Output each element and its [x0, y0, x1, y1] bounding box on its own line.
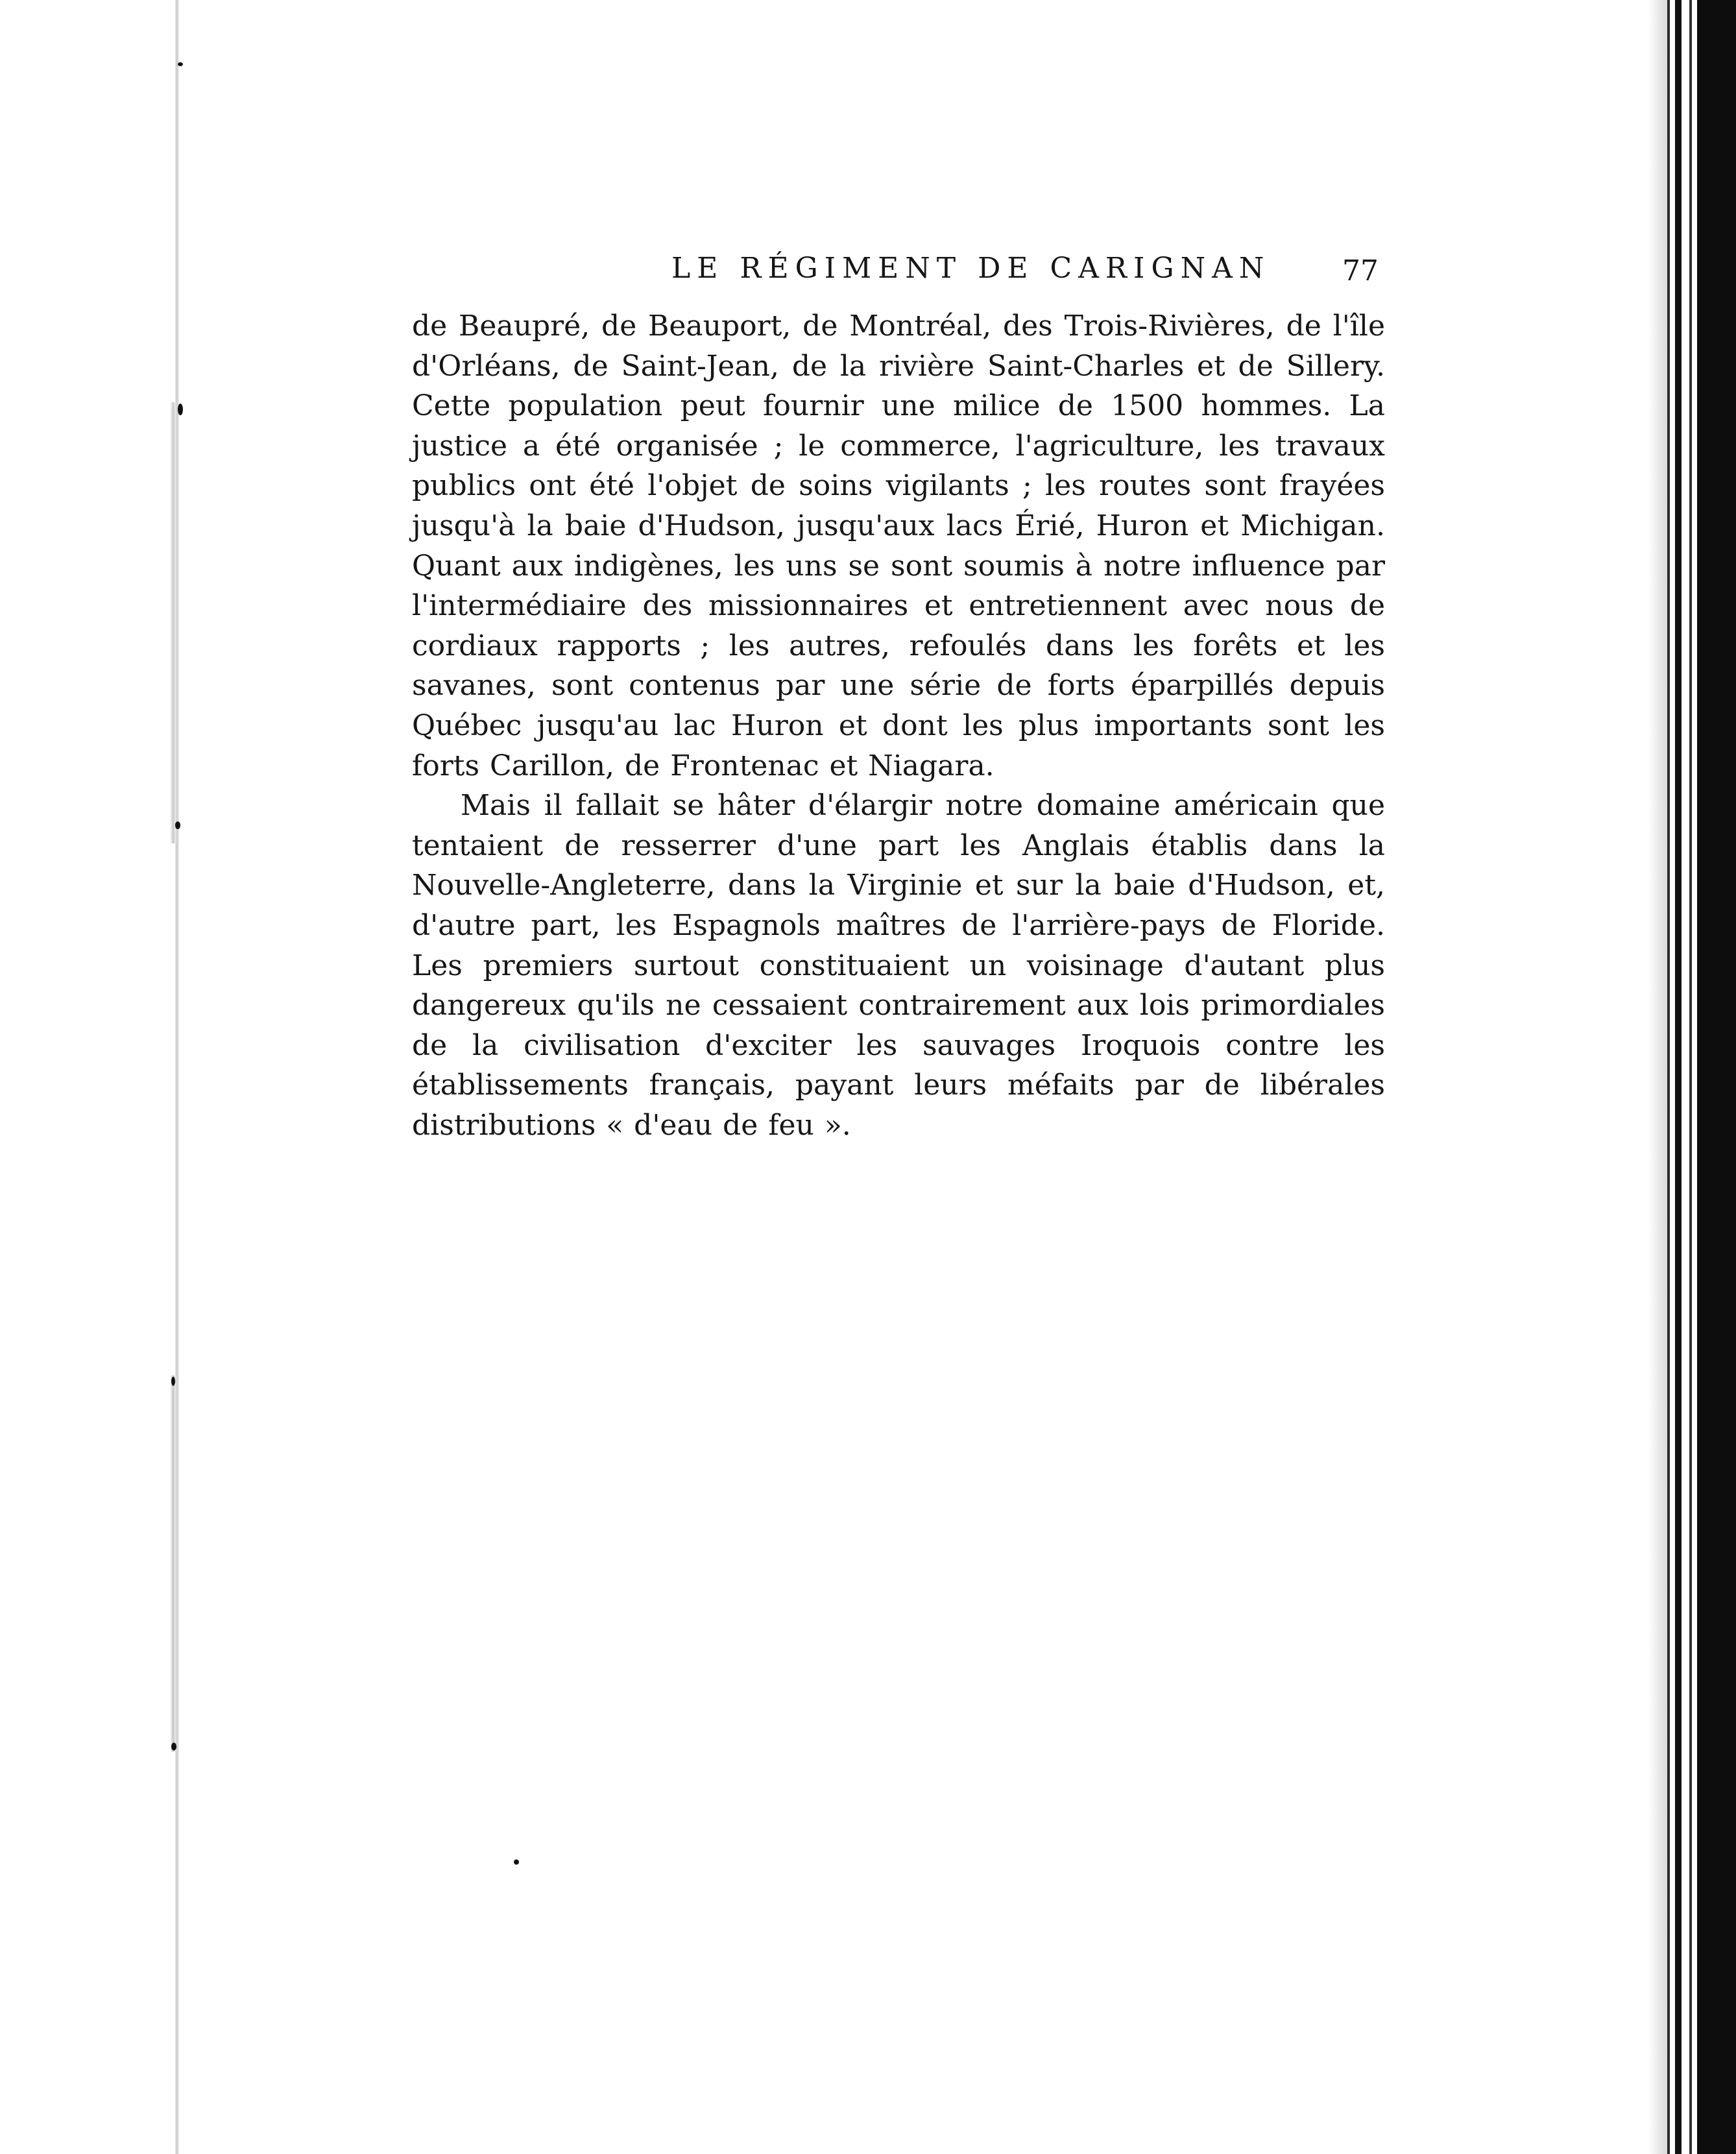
gutter-shadow: [170, 1375, 176, 1752]
book-edge: [1675, 0, 1682, 2154]
ink-speck: [514, 1859, 519, 1865]
book-edge: [1689, 0, 1692, 2154]
binding-gutter: [175, 0, 179, 2154]
book-edge: [1697, 0, 1736, 2154]
ink-speck: [175, 821, 180, 829]
page-number: 77: [1342, 254, 1379, 287]
ink-speck: [171, 1743, 176, 1750]
ink-speck: [178, 404, 183, 415]
ink-speck: [171, 1377, 175, 1386]
running-title: LE RÉGIMENT DE CARIGNAN: [671, 252, 1271, 285]
paragraph: de Beaupré, de Beauport, de Montréal, des Trois-Rivières, de l'île d'Orléans, de Saint-Jean, de la rivière Saint-Charles et de Sillery. Cette population peut fournir une milice de 1500 hommes. La justice a été organisée ; le commerce, l'agriculture, les travaux publics ont été l'objet de soins vigilants ; les routes sont frayées jusqu'à la baie d'Hudson, jusqu'aux lacs Érié, Huron et Michigan. Quant aux indigènes, les uns se sont soumis à notre influence par l'intermédiaire des missionnaires et entretiennent avec nous de cordiaux rapports ; les autres, refoulés dans les forêts et les savanes, sont contenus par une série de forts éparpillés depuis Québec jusqu'au lac Huron et dont les plus importants sont les forts Carillon, de Frontenac et Niagara.: [412, 309, 1385, 782]
page-header: [412, 252, 1385, 291]
page-edge-shadow: [1648, 0, 1667, 2154]
paragraph: Mais il fallait se hâter d'élargir notre domaine américain que tentaient de resserrer d'une part les Anglais établis dans la Nouvelle-Angleterre, dans la Virginie et sur la baie d'Hudson, et, d'autre part, les Espagnols maîtres de l'arrière-pays de Floride. Les premiers surtout constituaient un voisinage d'autant plus dangereux qu'ils ne cessaient contrairement aux lois primordiales de la civilisation d'exciter les sauvages Iroquois contre les établissements français, payant leurs méfaits par de libérales distributions « d'eau de feu ».: [412, 789, 1385, 1142]
body-text: [412, 306, 1385, 1145]
ink-speck: [178, 62, 183, 66]
book-edge: [1667, 0, 1670, 2154]
gutter-shadow: [170, 402, 176, 843]
